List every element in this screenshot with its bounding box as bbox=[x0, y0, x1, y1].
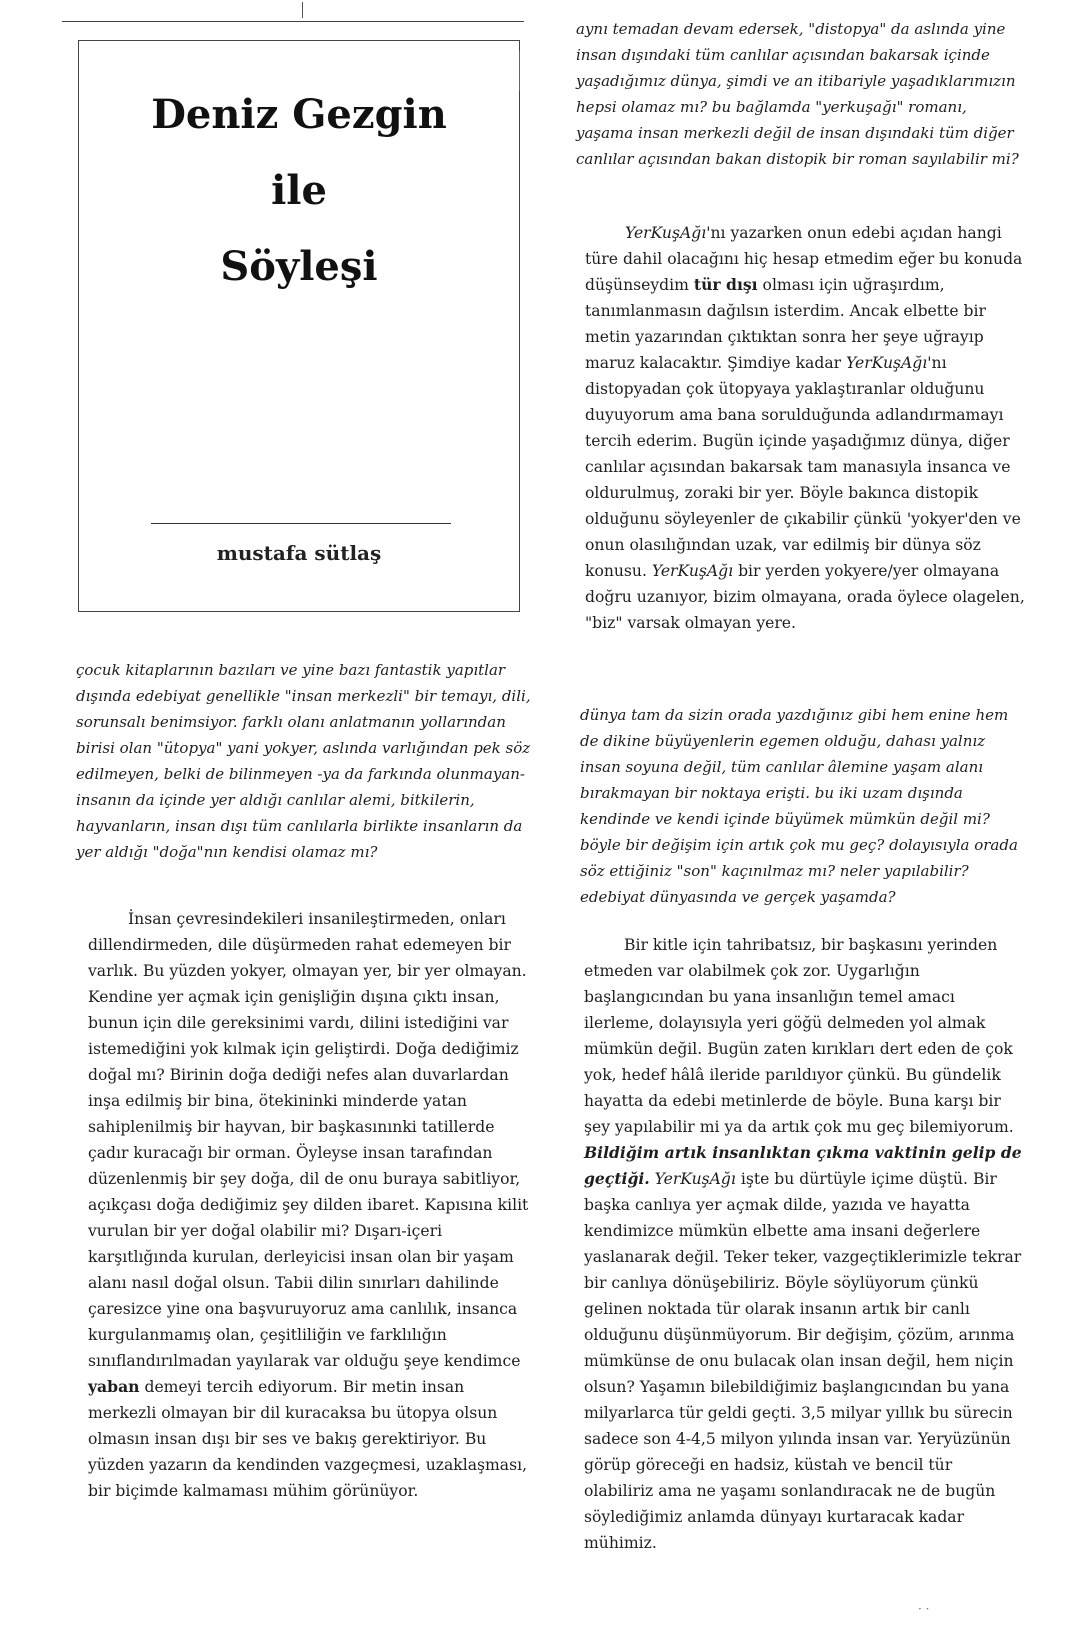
answer-text: 'nı yazarken onun edebi açıdan hangi türe dahil olacağını hiç hesap etmedim eğer bu konuda düşünseydim bbox=[585, 224, 1023, 294]
article-title bbox=[79, 77, 519, 305]
answer-text: demeyi tercih ediyorum. Bir metin insan merkezli olmayan bir dil kuracaksa bu ütopya olsun olmasın insan dışı bir ses ve bakış gerektiriyor. Bu yüzden yazarın da kendinden vazgeçmesi, uzaklaşması, bir biçimde kalmaması mühim görünüyor. bbox=[88, 1378, 528, 1500]
author-rule bbox=[151, 523, 451, 524]
title-line-2: ile bbox=[271, 167, 327, 214]
answer-text: Bir kitle için tahribatsız, bir başkasını yerinden etmeden var olabilmek çok zor. Uygarlığın başlangıcından bu yana insanlığın temel amacı ilerleme, dolayısıyla yeri göğü delmeden yol almak mümkün değil. Bugün zaten kırıkları dert eden de çok yok, hedef hâlâ ileride parıldıyor çünkü. Bu gündelik hayatta da edebi metinlerde de böyle. Buna karşı bir şey yapılabilir mi ya da artık çok mu geç bilemiyorum. bbox=[584, 936, 1014, 1136]
right-top-question: aynı temadan devam edersek, "distopya" da aslında yine insan dışındaki tüm canlılar açısından bakarsak içinde yaşadığımız dünya, şimdi ve an itibariyle yaşadıklarımızın hepsi olamaz mı? bu bağlamda "yerkuşağı" romanı, yaşama insan merkezli değil de insan dışındaki tüm diğer canlılar açısından bakan distopik bir roman sayılabilir mi? bbox=[576, 20, 1019, 168]
author-name: mustafa sütlaş bbox=[216, 541, 382, 565]
answer-emphasis: tür dışı bbox=[693, 275, 758, 294]
answer-text: bir yerden yokyere/yer olmayana doğru uzanıyor, bizim olmayana, orada öylece olagelen, "biz" varsak olmayan yere. bbox=[585, 562, 1025, 632]
answer-text: işte bu dürtüyle içime düştü. Bir başka canlıya yer açmak dilde, yazıda ve hayatta kendimizce mümkün elbette ama insani değerlere yaslanarak değil. Teker teker, vazgeçtiklerimizle tekrar bir canlıya dönüşebiliriz. Böyle söylüyorum çünkü gelinen noktada tür olarak insanın artık bir canlı olduğunu düşünmüyorum. Bir değişim, çözüm, arınma mümkünse de onu bulacak olan insan değil, hem niçin olsun? Yaşamın bilebildiğimiz başlangıcından bu yana milyarlarca tür geldi geçti. 3,5 milyar yıllık bu sürecin sadece son 4-4,5 milyon yılında insan var. Yeryüzünün görüp göreceği en hadsiz, küstah ve bencil tür olabiliriz ama ne yaşamı sonlandıracak ne de bugün söylediğimiz anlamda dünyayı kurtaracak kadar mühimiz. bbox=[584, 1170, 1022, 1552]
title-line-3: Söyleşi bbox=[220, 243, 378, 290]
answer-text: İnsan çevresindekileri insanileştirmeden, onları dillendirmeden, dile düşürmeden rahat edemeyen bir varlık. Bu yüzden yokyer, olmayan yer, bir yer olmayan. Kendine yer açmak için genişliğin dışına çıktı insan, bunun için dile gereksinimi vardı, dilini istediğini var istemediğini yok kılmak için geliştirdi. Doğa dediğimiz doğal mı? Birinin doğa dediği nefes alan duvarlardan inşa edilmiş bir bina, ötekininki minderde yatan sahiplenilmiş bir hayvan, bir başkasınınki tatillerde çadır kuracağı bir orman. Öyleyse insan tarafından düzenlenmiş bir şey doğa, dil de onu buraya sabitliyor, açıkçası doğa dediğimiz şey dilden ibaret. Kapısına kilit vurulan bir yer doğal olabilir mi? Dışarı-içeri karşıtlığında kurulan, derleyicisi insan olan bir yaşam alanı nasıl doğal olsun. Tabii dilin sınırları dahilinde çaresizce yine ona başvuruyoruz ama canlılık, insanca kurgulanmamış olan, çeşitliliğin ve farklılığın sınıflandırılmadan yayılarak var olduğu şeye kendimce bbox=[88, 910, 529, 1370]
right-bottom-question: dünya tam da sizin orada yazdığınız gibi hem enine hem de dikine büyüyenlerin egemen olduğu, dahası yalnız insan soyuna değil, tüm canlılar âlemine yaşam alanı bırakmayan bir noktaya erişti. bu iki uzam dışında kendinde ve kendi içinde büyümek mümkün değil mi? böyle bir değişim için artık çok mu geç? dolayısıyla orada söz ettiğiniz "son" kaçınılmaz mı? neler yapılabilir? edebiyat dünyasında ve gerçek yaşamda? bbox=[580, 706, 1018, 906]
top-tick-mark bbox=[302, 2, 303, 18]
answer-emphasis: Bildiğim artık insanlıktan çıkma vaktinin gelip de geçtiği. bbox=[584, 1143, 1022, 1188]
answer-book-title: YerKuşAğı bbox=[625, 224, 707, 242]
title-line-1: Deniz Gezgin bbox=[151, 91, 447, 138]
answer-text: olması için uğraşırdım, tanımlanmasın dağılsın isterdim. Ancak elbette bir metin yazarından çıktıktan sonra her şeye uğrayıp maruz kalacaktır. Şimdiye kadar bbox=[585, 276, 986, 372]
scan-marks: · · bbox=[918, 1602, 930, 1616]
left-answer bbox=[88, 906, 534, 1504]
box-tick-mark bbox=[519, 51, 520, 91]
title-box bbox=[78, 40, 520, 612]
left-question: çocuk kitaplarının bazıları ve yine bazı fantastik yapıtlar dışında edebiyat genellikle "insan merkezli" bir temayı, dili, sorunsalı benimsiyor. farklı olanı anlatmanın yollarından birisi olan "ütopya" yani yokyer, aslında varlığından pek söz edilmeyen, belki de bilinmeyen -ya da farkında olunmayan- insanın da içinde yer aldığı canlılar alemi, bitkilerin, hayvanların, insan dışı tüm canlılarla birlikte insanların da yer aldığı "doğa"nın kendisi olamaz mı? bbox=[76, 661, 531, 861]
answer-book-title: YerKuşAğı bbox=[651, 562, 734, 580]
answer-book-title: YerKuşAğı bbox=[846, 354, 928, 372]
answer-book-title: YerKuşAğı bbox=[654, 1170, 736, 1188]
answer-text: 'nı distopyadan çok ütopyaya yaklaştıranlar olduğunu duyuyorum ama bana sorulduğunda adlandırmamayı tercih ederim. Bugün içinde yaşadığımız dünya, diğer canlılar açısından bakarsak tam manasıyla insanca ve oldurulmuş, zoraki bir yer. Böyle bakınca distopik olduğunu söyleyenler de çıkabilir çünkü 'yokyer'den ve onun olasılığından uzak, var edilmiş bir dünya söz konusu. bbox=[585, 354, 1021, 580]
top-rule bbox=[62, 21, 524, 22]
right-top-answer bbox=[585, 220, 1025, 636]
answer-emphasis: yaban bbox=[88, 1377, 140, 1396]
right-bottom-answer bbox=[584, 932, 1024, 1556]
